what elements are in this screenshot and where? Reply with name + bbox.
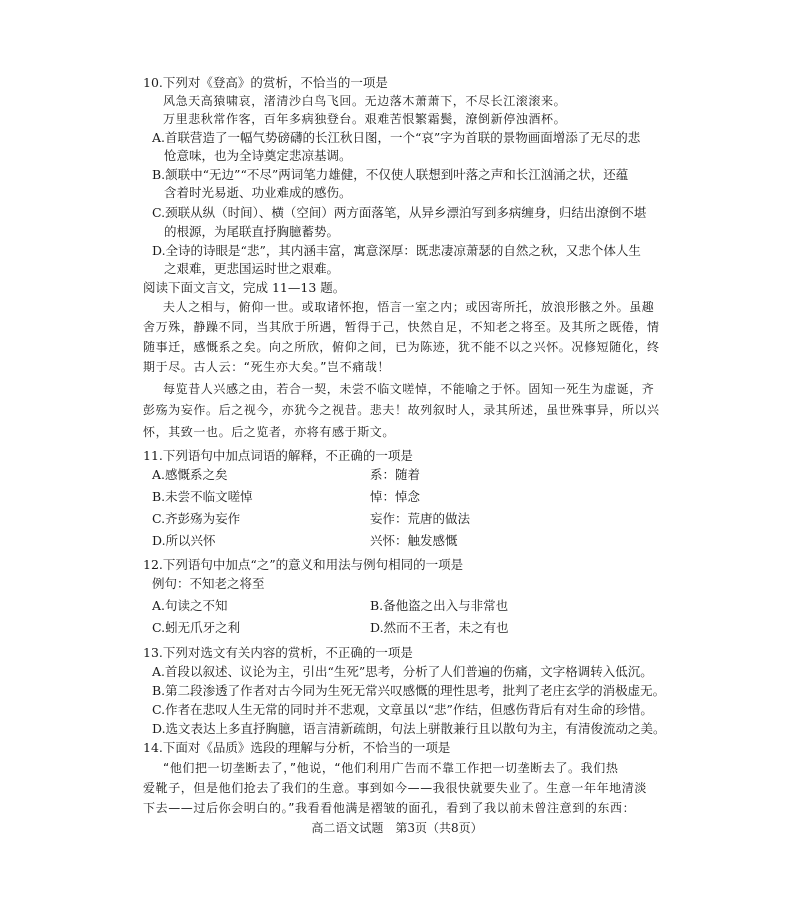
q13-option-a: A.首段以叙述、议论为主，引出“生死”思考，分析了人们普遍的伤痛，文字格调转入低沉。 bbox=[152, 664, 653, 679]
passage-p1-line4: 期于尽。古人云：“死生亦大矣。”岂不痛哉！ bbox=[143, 360, 391, 374]
q13-stem: 13.下列对选文有关内容的赏析，不正确的一项是 bbox=[143, 645, 413, 660]
reading-instruction: 阅读下面文言文，完成 11—13 题。 bbox=[143, 280, 346, 295]
page-footer: 高二语文试题 第3页（共8页） bbox=[311, 821, 483, 835]
passage-p1-line3: 随事迁，感慨系之矣。向之所欣，俯仰之间，已为陈迹，犹不能不以之兴怀。况修短随化，终 bbox=[143, 340, 660, 354]
q14-passage-line2: 爱靴子，但是他们抢去了我们的生意。事到如今——我很快就要失业了。生意一年年地清淡 bbox=[143, 781, 648, 795]
q10-option-b-line1: B.颔联中“无边”“不尽”两词笔力雄健，不仅使人联想到叶落之声和长江汹涌之状，还蕴 bbox=[152, 167, 629, 182]
q12-stem: 12.下列语句中加点“之”的意义和用法与例句相同的一项是 bbox=[143, 557, 464, 572]
passage-p2-line3: 怀，其致一也。后之览者，亦将有感于斯文。 bbox=[143, 425, 396, 439]
q13-option-b: B.第二段渗透了作者对古今同为生死无常兴叹感慨的理性思考，批判了老庄玄学的消极虚无。 bbox=[152, 683, 666, 698]
q12-option-c: C.蚓无爪牙之利 bbox=[152, 620, 241, 635]
q10-option-a-line2: 怆意味，也为全诗奠定悲凉基调。 bbox=[164, 148, 352, 163]
q12-option-b: B.备他盗之出入与非常也 bbox=[370, 598, 509, 613]
q13-option-d: D.选文表达上多直抒胸臆，语言清新疏朗，句法上骈散兼行且以散句为主，有清俊流动之美。 bbox=[152, 721, 666, 736]
poem-line-2: 万里悲秋常作客，百年多病独登台。艰难苦恨繁霜鬓，潦倒新停浊酒杯。 bbox=[163, 112, 567, 126]
q11-option-c: C.齐彭殇为妄作 bbox=[152, 511, 241, 526]
q11-option-a-gloss: 系：随着 bbox=[370, 467, 421, 482]
q12-option-a: A.句读之不知 bbox=[152, 598, 228, 613]
q11-option-b: B.未尝不临文嗟悼 bbox=[152, 489, 253, 504]
q11-option-a: A.感慨系之矣 bbox=[152, 467, 228, 482]
passage-p2-line2: 彭殇为妄作。后之视今，亦犹今之视昔。悲夫！故列叙时人，录其所述，虽世殊事异，所以兴 bbox=[143, 403, 660, 417]
q11-stem: 11.下列语句中加点词语的解释，不正确的一项是 bbox=[143, 448, 413, 463]
q11-option-d: D.所以兴怀 bbox=[152, 533, 216, 548]
q10-option-d-line2: 之艰难，更悲国运时世之艰难。 bbox=[164, 261, 340, 276]
q10-option-c-line1: C.颈联从纵（时间）、横（空间）两方面落笔，从异乡漂泊写到多病缠身，归结出潦倒不堪 bbox=[152, 205, 647, 220]
passage-p1-line2: 舍万殊，静躁不同，当其欣于所遇，暂得于己，快然自足，不知老之将至。及其所之既倦，情 bbox=[143, 320, 660, 334]
passage-p1-line1: 夫人之相与，俯仰一世。或取诸怀抱，悟言一室之内；或因寄所托，放浪形骸之外。虽趣 bbox=[163, 300, 655, 314]
q10-option-c-line2: 的根源，为尾联直抒胸臆蓄势。 bbox=[164, 224, 340, 239]
q10-option-d-line1: D.全诗的诗眼是“悲”，其内涵丰富，寓意深厚：既悲凄凉萧瑟的自然之秋，又悲个体人生 bbox=[152, 243, 641, 258]
q14-stem: 14.下面对《品质》选段的理解与分析，不恰当的一项是 bbox=[143, 740, 451, 755]
q10-option-b-line2: 含着时光易逝、功业难成的感伤。 bbox=[164, 185, 352, 200]
poem-line-1: 风急天高猿啸哀，渚清沙白鸟飞回。无边落木萧萧下，不尽长江滚滚来。 bbox=[163, 94, 567, 108]
q10-option-a-line1: A.首联营造了一幅气势磅礴的长江秋日图，一个“哀”字为首联的景物画面增添了无尽的悲 bbox=[152, 130, 641, 145]
q14-passage-line1: “他们把一切垄断去了，”他说，“他们利用广告而不靠工作把一切垄断去了。我们热 bbox=[163, 761, 619, 775]
q11-option-c-gloss: 妄作：荒唐的做法 bbox=[370, 511, 471, 526]
q11-option-b-gloss: 悼：悼念 bbox=[370, 489, 421, 504]
q12-option-d: D.然而不王者，未之有也 bbox=[370, 620, 509, 635]
q13-option-c: C.作者在悲叹人生无常的同时并不悲观，文章虽以“悲”作结，但感伤背后有对生命的珍惜。 bbox=[152, 702, 653, 717]
q14-passage-line3: 下去——过后你会明白的。”我看看他满是褶皱的面孔，看到了我以前未曾注意到的东西： bbox=[143, 801, 636, 815]
q11-option-d-gloss: 兴怀：触发感慨 bbox=[370, 533, 458, 548]
passage-p2-line1: 每览昔人兴感之由，若合一契，未尝不临文嗟悼，不能喻之于怀。固知一死生为虚诞，齐 bbox=[163, 382, 655, 396]
q10-stem: 10.下列对《登高》的赏析，不恰当的一项是 bbox=[143, 75, 388, 90]
q12-example: 例句：不知老之将至 bbox=[152, 576, 265, 591]
